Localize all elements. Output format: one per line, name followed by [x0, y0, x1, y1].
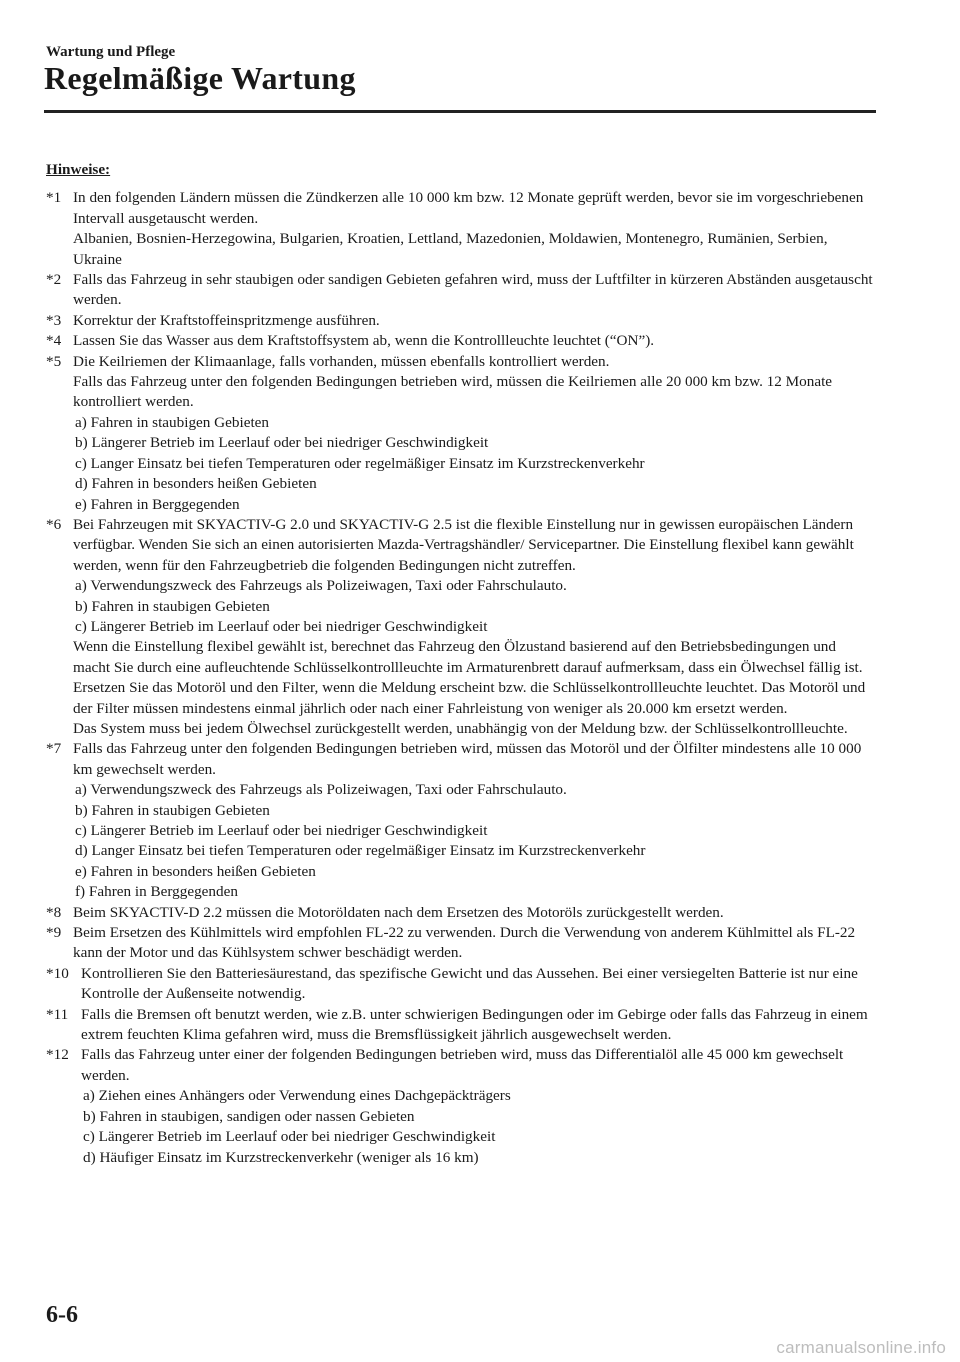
footnote-marker: *2 — [46, 271, 62, 289]
condition-item: e) Fahren in Berggegenden — [75, 495, 240, 513]
footnote-body — [81, 1045, 876, 1167]
footnote-item — [46, 270, 876, 311]
footnote-text: Beim SKYACTIV-D 2.2 müssen die Motoröldaten nach dem Ersetzen des Motoröls zurückgestellt werden. — [73, 903, 724, 921]
title-rule — [44, 110, 876, 113]
notes-content — [46, 160, 876, 1168]
footnote-text: In den folgenden Ländern müssen die Zündkerzen alle 10 000 km bzw. 12 Monate geprüft werden, bevor sie im vorgeschriebenen Intervall ausgetauscht werden. — [73, 189, 864, 227]
footnote-text: Bei Fahrzeugen mit SKYACTIV-G 2.0 und SKYACTIV-G 2.5 ist die flexible Einstellung nur in gewissen europäischen Ländern verfügbar. Wenden Sie sich an einen autorisierten Mazda-Vertragshändler/ Servicepartner. Die Einstellung flexibel kann gewählt werden, wenn für den Fahrzeugbetrieb die folgenden Bedingungen nicht zutreffen. — [73, 515, 854, 574]
condition-item: c) Längerer Betrieb im Leerlauf oder bei niedriger Geschwindigkeit — [83, 1128, 496, 1146]
condition-item: c) Längerer Betrieb im Leerlauf oder bei niedriger Geschwindigkeit — [75, 617, 488, 635]
footnote-text: Falls die Bremsen oft benutzt werden, wie z.B. unter schwierigen Bedingungen oder im Gebirge oder falls das Fahrzeug in einem extrem feuchten Klima gefahren wird, muss die Bremsflüssigkeit jährlich ausgewechselt werden. — [81, 1005, 868, 1044]
footnote-body — [73, 739, 876, 902]
footnote-text: Die Keilriemen der Klimaanlage, falls vorhanden, müssen ebenfalls kontrolliert werden. — [73, 352, 610, 370]
footnote-item — [46, 903, 876, 923]
footnote-marker: *11 — [46, 1005, 69, 1023]
page-title: Regelmäßige Wartung — [44, 60, 356, 96]
footnote-body — [81, 964, 876, 1005]
footnote-body — [73, 270, 876, 311]
footnote-marker: *10 — [46, 964, 69, 982]
condition-item: a) Verwendungszweck des Fahrzeugs als Polizeiwagen, Taxi oder Fahrschulauto. — [75, 577, 567, 595]
condition-item: f) Fahren in Berggegenden — [75, 883, 238, 901]
footnote-body — [73, 352, 876, 515]
footnote-body — [73, 188, 876, 270]
condition-item: b) Fahren in staubigen Gebieten — [75, 597, 270, 615]
page-number: 6-6 — [46, 1302, 78, 1328]
footnote-text: Beim Ersetzen des Kühlmittels wird empfohlen FL-22 zu verwenden. Durch die Verwendung von anderem Kühlmittel als FL-22 kann der Motor und das Kühlsystem schwer beschädigt werden. — [73, 924, 856, 962]
condition-item: b) Fahren in staubigen Gebieten — [75, 801, 270, 819]
condition-item: c) Längerer Betrieb im Leerlauf oder bei niedriger Geschwindigkeit — [75, 822, 488, 839]
section-label: Wartung und Pflege — [46, 44, 176, 60]
footnote-item — [46, 188, 876, 270]
footnote-text: Falls das Fahrzeug unter den folgenden Bedingungen betrieben wird, müssen das Motoröl und der Ölfilter mindestens alle 10 000 km gewechselt werden. — [73, 740, 862, 778]
footnote-text: Falls das Fahrzeug in sehr staubigen oder sandigen Gebieten gefahren wird, muss der Luftfilter in kürzeren Abständen ausgetauscht werden. — [73, 271, 873, 309]
footnote-text: Korrektur der Kraftstoffeinspritzmenge ausführen. — [73, 311, 380, 329]
condition-item: d) Langer Einsatz bei tiefen Temperaturen oder regelmäßiger Einsatz im Kurzstreckenverkehr — [75, 842, 646, 860]
footnote-body — [73, 515, 876, 739]
footnote-body — [73, 923, 876, 964]
footnote-text: Albanien, Bosnien-Herzegowina, Bulgarien, Kroatien, Lettland, Mazedonien, Moldawien, Montenegro, Rumänien, Serbien, Ukraine — [73, 230, 828, 268]
condition-item: e) Fahren in besonders heißen Gebieten — [75, 862, 316, 880]
footnote-item — [46, 1005, 876, 1046]
footnote-marker: *1 — [46, 189, 62, 207]
footnote-item — [46, 331, 876, 351]
footnote-marker: *9 — [46, 924, 62, 942]
footnote-body — [73, 903, 876, 923]
footnote-marker: *5 — [46, 352, 62, 370]
footnote-text: Lassen Sie das Wasser aus dem Kraftstoffsystem ab, wenn die Kontrollleuchte leuchtet (“ON”). — [73, 332, 655, 350]
footnote-text: Wenn die Einstellung flexibel gewählt ist, berechnet das Fahrzeug den Ölzustand basierend auf den Betriebsbedingungen und macht Sie durch eine aufleuchtende Schlüsselkontrollleuchte im Armaturenbrett darauf aufmerksam, dass ein Ölwechsel fällig ist. — [73, 638, 863, 676]
footnote-marker: *8 — [46, 903, 62, 921]
condition-item: a) Verwendungszweck des Fahrzeugs als Polizeiwagen, Taxi oder Fahrschulauto. — [75, 781, 567, 799]
footnote-item — [46, 1045, 876, 1167]
footnote-body — [81, 1005, 876, 1046]
footnote-body — [73, 311, 876, 331]
footnote-text: Ersetzen Sie das Motoröl und den Filter, wenn die Meldung erscheint bzw. die Schlüsselkontrollleuchte leuchtet. Das Motoröl und der Filter müssen mindestens einmal jährlich oder nach einer Fahrleistung von weniger als 20.000 km ersetzt werden. — [73, 679, 866, 717]
footnote-marker: *12 — [46, 1046, 69, 1064]
watermark: carmanualsonline.info — [776, 1338, 946, 1357]
footnote-marker: *4 — [46, 332, 62, 350]
notes-heading: Hinweise: — [46, 161, 111, 178]
condition-item: b) Fahren in staubigen, sandigen oder nassen Gebieten — [83, 1107, 415, 1125]
condition-item: d) Fahren in besonders heißen Gebieten — [75, 475, 317, 493]
footnote-marker: *3 — [46, 311, 62, 329]
condition-item: b) Längerer Betrieb im Leerlauf oder bei niedriger Geschwindigkeit — [75, 434, 489, 452]
footnote-text: Kontrollieren Sie den Batteriesäurestand, das spezifische Gewicht und das Aussehen. Bei einer versiegelten Batterie ist nur eine Kontrolle der Außenseite notwendig. — [81, 964, 858, 1003]
footnote-item — [46, 352, 876, 515]
footnote-marker: *6 — [46, 515, 62, 533]
footnote-item — [46, 311, 876, 331]
footnote-text: Das System muss bei jedem Ölwechsel zurückgestellt werden, unabhängig von der Meldung bzw. der Schlüsselkontrollleuchte. — [73, 719, 848, 737]
footnote-item — [46, 739, 876, 902]
footnote-item — [46, 515, 876, 739]
condition-item: a) Fahren in staubigen Gebieten — [75, 413, 269, 431]
footnote-body — [73, 331, 876, 351]
footnote-item — [46, 964, 876, 1005]
footnote-marker: *7 — [46, 740, 62, 758]
condition-item: c) Langer Einsatz bei tiefen Temperaturen oder regelmäßiger Einsatz im Kurzstreckenverkehr — [75, 454, 645, 472]
footnote-text: Falls das Fahrzeug unter einer der folgenden Bedingungen betrieben wird, muss das Differentialöl alle 45 000 km gewechselt werden. — [81, 1046, 844, 1084]
footnote-text: Falls das Fahrzeug unter den folgenden Bedingungen betrieben wird, müssen die Keilriemen alle 20 000 km bzw. 12 Monate kontrolliert werden. — [73, 373, 833, 411]
notes-list — [46, 188, 876, 1168]
condition-item: a) Ziehen eines Anhängers oder Verwendung eines Dachgepäckträgers — [83, 1087, 511, 1105]
condition-item: d) Häufiger Einsatz im Kurzstreckenverkehr (weniger als 16 km) — [83, 1148, 479, 1166]
footnote-item — [46, 923, 876, 964]
